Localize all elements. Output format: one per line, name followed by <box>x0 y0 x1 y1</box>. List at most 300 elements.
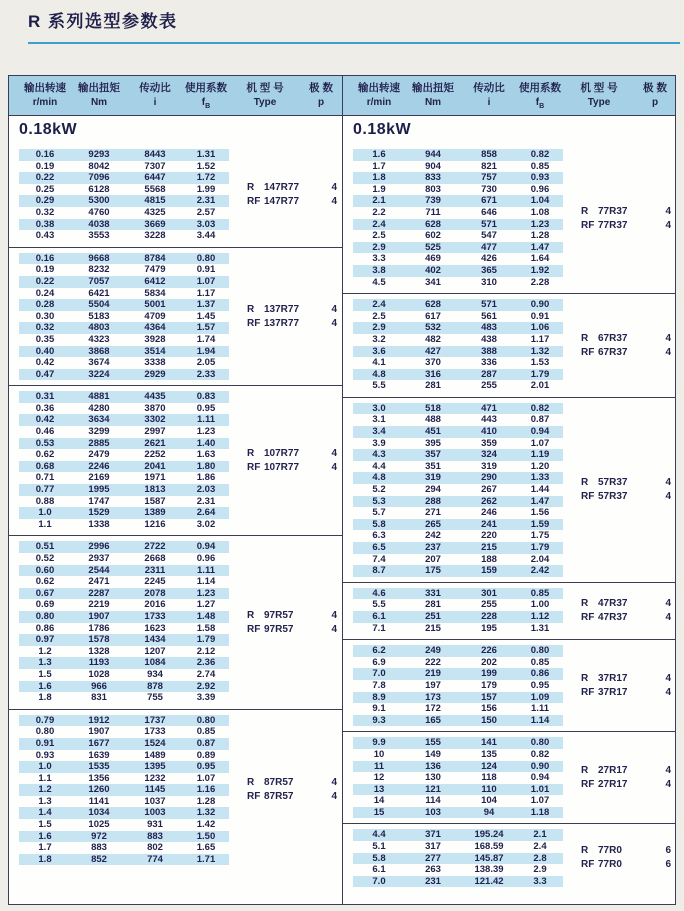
cell-speed: 9.3 <box>372 714 386 726</box>
table-row <box>353 322 563 334</box>
cell-ratio: 547 <box>481 230 497 242</box>
cell-fb: 2.8 <box>533 852 547 864</box>
type-model: 97R57 <box>264 609 294 621</box>
cell-torque: 4760 <box>88 206 110 218</box>
cell-fb: 0.87 <box>196 737 216 749</box>
cell-torque: 1193 <box>88 657 110 669</box>
data-rows <box>19 715 229 866</box>
cell-speed: 3.1 <box>372 414 386 426</box>
cell-torque: 3674 <box>88 357 110 369</box>
cell-speed: 5.5 <box>372 380 386 392</box>
table-row <box>19 565 229 577</box>
cell-ratio: 646 <box>481 206 497 218</box>
table-row <box>19 449 229 461</box>
type-prefix: RF <box>247 791 261 803</box>
cell-ratio: 202 <box>481 656 497 668</box>
data-rows <box>353 299 563 392</box>
cell-ratio: 802 <box>147 842 163 854</box>
type-poles: 4 <box>331 182 337 194</box>
type-model: 107R77 <box>264 461 300 473</box>
cell-ratio: 228 <box>481 610 497 622</box>
cell-speed: 0.16 <box>35 252 55 264</box>
cell-torque: 5504 <box>88 299 110 311</box>
table-row <box>19 681 229 693</box>
cell-speed: 0.32 <box>35 322 55 334</box>
cell-ratio: 8784 <box>144 252 166 264</box>
table-row <box>19 634 229 646</box>
table-row <box>353 645 563 657</box>
table-row <box>353 172 563 184</box>
table-row <box>19 195 229 207</box>
type-model: 137R77 <box>264 317 300 329</box>
cell-torque: 518 <box>425 402 441 414</box>
type-model: 57R37 <box>598 490 628 502</box>
cell-torque: 136 <box>425 760 441 772</box>
cell-speed: 0.28 <box>35 299 55 311</box>
cell-speed: 13 <box>373 783 385 795</box>
header-unit: Type <box>253 97 277 108</box>
cell-torque: 1639 <box>88 749 110 761</box>
cell-fb: 2.05 <box>196 357 216 369</box>
cell-ratio: 287 <box>481 368 497 380</box>
cell-fb: 1.31 <box>196 149 216 160</box>
left-header <box>9 76 342 116</box>
cell-ratio: 8443 <box>144 149 166 160</box>
cell-torque: 4038 <box>88 218 110 230</box>
table-row <box>353 749 563 761</box>
cell-ratio: 571 <box>481 299 497 311</box>
table-left-column <box>9 76 342 904</box>
cell-speed: 15 <box>373 806 385 818</box>
cell-ratio: 4815 <box>144 195 166 207</box>
cell-fb: 2.04 <box>530 553 550 565</box>
cell-torque: 9668 <box>88 252 110 264</box>
type-prefix: RF <box>247 196 261 208</box>
header-unit: p <box>317 97 325 108</box>
cell-ratio: 226 <box>481 645 497 657</box>
cell-torque: 628 <box>425 218 441 230</box>
cell-speed: 1.5 <box>38 819 52 831</box>
cell-speed: 0.31 <box>35 391 55 403</box>
gear-block <box>343 639 675 731</box>
cell-ratio: 94 <box>483 806 495 818</box>
cell-fb: 1.01 <box>530 783 550 795</box>
cell-fb: 2.9 <box>533 864 547 876</box>
type-designation <box>581 205 671 233</box>
cell-speed: 2.5 <box>372 310 386 322</box>
cell-ratio: 4325 <box>144 206 166 218</box>
cell-fb: 0.89 <box>196 749 216 761</box>
table-row <box>19 576 229 588</box>
cell-fb: 1.07 <box>196 772 216 784</box>
cell-speed: 0.62 <box>35 576 55 588</box>
cell-fb: 1.28 <box>530 230 550 242</box>
table-row <box>353 346 563 358</box>
cell-ratio: 290 <box>481 472 497 484</box>
cell-speed: 1.3 <box>38 657 52 669</box>
cell-speed: 5.5 <box>372 599 386 611</box>
cell-fb: 2.31 <box>196 495 216 507</box>
power-rating-label: 0.18kW <box>353 121 412 138</box>
cell-ratio: 195.24 <box>474 829 504 841</box>
table-row <box>353 599 563 611</box>
cell-torque: 1907 <box>88 726 110 738</box>
table-row <box>353 772 563 784</box>
cell-ratio: 483 <box>481 322 497 334</box>
gear-block <box>343 144 675 293</box>
cell-fb: 3.39 <box>196 692 216 704</box>
cell-speed: 8.9 <box>372 691 386 703</box>
cell-ratio: 195 <box>481 622 497 634</box>
table-row <box>19 669 229 681</box>
header-label: 机 型 号 <box>580 82 618 94</box>
cell-speed: 1.9 <box>372 183 386 195</box>
cell-speed: 6.1 <box>372 610 386 622</box>
table-row <box>353 657 563 669</box>
cell-torque: 149 <box>425 748 441 760</box>
cell-ratio: 179 <box>481 679 497 691</box>
table-row <box>353 219 563 231</box>
header-unit: r/min <box>32 97 58 108</box>
type-line <box>581 611 671 625</box>
data-rows <box>19 149 229 242</box>
type-prefix: RF <box>247 461 261 473</box>
cell-ratio: 135 <box>481 748 497 760</box>
table-row <box>353 449 563 461</box>
type-prefix: R <box>247 447 255 459</box>
cell-fb: 1.79 <box>530 368 550 380</box>
cell-torque: 711 <box>425 206 441 218</box>
cell-torque: 1535 <box>88 761 110 773</box>
header-label: 使用系数 <box>519 82 561 94</box>
cell-torque: 427 <box>425 345 441 357</box>
cell-speed: 0.68 <box>35 460 55 472</box>
cell-ratio: 1813 <box>144 484 166 496</box>
cell-torque: 251 <box>425 610 441 622</box>
cell-ratio: 1389 <box>144 507 166 519</box>
header-unit: p <box>651 97 659 108</box>
cell-torque: 628 <box>425 299 441 311</box>
cell-torque: 3868 <box>88 345 110 357</box>
cell-torque: 972 <box>91 830 107 842</box>
cell-ratio: 3514 <box>144 345 166 357</box>
cell-fb: 1.19 <box>530 449 550 461</box>
cell-fb: 2.57 <box>196 206 216 218</box>
cell-ratio: 4709 <box>144 310 166 322</box>
table-row <box>353 277 563 289</box>
header-label: 传动比 <box>139 82 171 94</box>
table-row <box>19 646 229 658</box>
cell-fb: 3.44 <box>196 230 216 242</box>
type-designation <box>247 181 337 209</box>
type-poles: 4 <box>665 764 671 776</box>
cell-torque: 1995 <box>88 484 110 496</box>
cell-ratio: 755 <box>147 692 163 704</box>
cell-fb: 1.71 <box>196 853 216 865</box>
table-row <box>19 288 229 300</box>
cell-fb: 1.12 <box>530 610 550 622</box>
cell-torque: 2219 <box>88 599 110 611</box>
table-row <box>19 391 229 403</box>
table-row <box>19 461 229 473</box>
cell-ratio: 2668 <box>144 553 166 564</box>
cell-speed: 3.4 <box>372 426 386 438</box>
cell-fb: 2.64 <box>196 507 216 519</box>
cell-torque: 966 <box>91 680 107 692</box>
cell-torque: 395 <box>425 437 441 449</box>
table-row <box>353 876 563 888</box>
table-row <box>353 161 563 173</box>
cell-speed: 1.7 <box>372 160 386 172</box>
table-row <box>19 357 229 369</box>
cell-speed: 7.1 <box>372 622 386 634</box>
cell-fb: 0.85 <box>530 587 550 599</box>
cell-fb: 1.16 <box>196 784 216 796</box>
cell-torque: 2479 <box>88 449 110 461</box>
cell-speed: 7.0 <box>372 875 386 887</box>
cell-ratio: 5568 <box>144 183 166 195</box>
column-header <box>353 80 405 115</box>
table-row <box>19 472 229 484</box>
cell-fb: 0.90 <box>530 299 550 311</box>
table-row <box>353 403 563 415</box>
cell-ratio: 246 <box>481 507 497 519</box>
cell-ratio: 365 <box>481 264 497 276</box>
table-row <box>353 242 563 254</box>
cell-ratio: 141 <box>481 737 497 749</box>
cell-torque: 319 <box>425 472 441 484</box>
cell-fb: 1.79 <box>196 634 216 646</box>
cell-speed: 1.4 <box>38 807 52 819</box>
type-prefix: R <box>581 332 589 344</box>
table-row <box>353 253 563 265</box>
cell-speed: 0.79 <box>35 714 55 726</box>
cell-ratio: 301 <box>481 587 497 599</box>
cell-speed: 1.8 <box>38 692 52 704</box>
type-designation <box>247 609 337 637</box>
cell-ratio: 2722 <box>144 541 166 553</box>
cell-torque: 4280 <box>88 402 110 414</box>
cell-fb: 0.82 <box>530 402 550 414</box>
cell-fb: 0.85 <box>530 656 550 668</box>
cell-speed: 1.1 <box>38 772 52 784</box>
cell-speed: 0.80 <box>35 610 55 622</box>
cell-fb: 1.23 <box>196 426 216 438</box>
cell-fb: 0.95 <box>196 402 216 414</box>
cell-ratio: 1733 <box>144 610 166 622</box>
cell-speed: 5.7 <box>372 507 386 519</box>
type-line <box>581 844 671 858</box>
table-row <box>353 230 563 242</box>
type-line <box>581 778 671 792</box>
cell-fb: 1.99 <box>196 183 216 195</box>
cell-ratio: 1524 <box>144 737 166 749</box>
table-row <box>353 414 563 426</box>
header-unit: Nm <box>424 97 442 108</box>
cell-torque: 265 <box>425 518 441 530</box>
cell-fb: 1.11 <box>531 703 549 715</box>
cell-speed: 9.9 <box>372 737 386 749</box>
cell-ratio: 3338 <box>144 357 166 369</box>
cell-ratio: 2016 <box>144 599 166 611</box>
cell-speed: 0.30 <box>35 310 55 322</box>
cell-fb: 1.11 <box>197 414 215 426</box>
cell-ratio: 2311 <box>144 564 166 576</box>
cell-speed: 1.7 <box>38 842 52 854</box>
cell-torque: 2885 <box>88 437 110 449</box>
cell-ratio: 1623 <box>144 622 166 634</box>
cell-speed: 0.97 <box>35 634 55 646</box>
cell-speed: 6.2 <box>372 645 386 657</box>
table-row <box>353 853 563 865</box>
cell-fb: 0.83 <box>196 391 216 403</box>
type-poles: 4 <box>331 791 337 803</box>
type-model: 47R37 <box>598 597 628 609</box>
table-row <box>19 726 229 738</box>
cell-speed: 2.4 <box>372 299 386 311</box>
cell-ratio: 336 <box>481 357 497 369</box>
cell-fb: 1.58 <box>196 622 216 634</box>
cell-torque: 114 <box>425 795 441 807</box>
cell-fb: 1.33 <box>530 472 550 484</box>
cell-fb: 1.23 <box>530 218 550 230</box>
cell-fb: 1.18 <box>530 806 550 818</box>
title-underline <box>28 42 680 44</box>
table-row <box>353 195 563 207</box>
type-poles: 6 <box>665 859 671 871</box>
cell-fb: 1.32 <box>196 807 216 819</box>
cell-torque: 833 <box>425 172 441 184</box>
header-unit: $f_B$ <box>535 97 545 110</box>
cell-fb: 1.37 <box>196 299 216 311</box>
cell-torque: 1260 <box>88 784 110 796</box>
cell-fb: 1.04 <box>530 195 550 207</box>
cell-fb: 2.36 <box>196 657 216 669</box>
cell-ratio: 2078 <box>144 587 166 599</box>
cell-torque: 2937 <box>88 553 110 564</box>
cell-ratio: 1395 <box>144 761 166 773</box>
type-model: 67R37 <box>598 346 628 358</box>
cell-speed: 2.9 <box>372 241 386 253</box>
type-prefix: R <box>581 764 589 776</box>
cell-fb: 1.80 <box>196 460 216 472</box>
cell-fb: 1.47 <box>530 241 550 253</box>
cell-ratio: 3669 <box>144 218 166 230</box>
cell-fb: 1.63 <box>196 449 216 461</box>
cell-speed: 1.0 <box>38 507 52 519</box>
cell-ratio: 931 <box>147 819 163 831</box>
cell-speed: 0.19 <box>35 160 55 172</box>
cell-fb: 1.74 <box>196 333 216 345</box>
cell-speed: 0.36 <box>35 402 55 414</box>
cell-ratio: 2041 <box>144 460 166 472</box>
cell-ratio: 1216 <box>144 518 166 530</box>
cell-speed: 0.40 <box>35 345 55 357</box>
table-row <box>353 265 563 277</box>
cell-torque: 175 <box>425 565 441 577</box>
header-unit: Nm <box>90 97 108 108</box>
table-row <box>19 253 229 265</box>
cell-ratio: 1737 <box>144 714 166 726</box>
cell-fb: 0.95 <box>196 761 216 773</box>
cell-torque: 2246 <box>88 460 110 472</box>
type-poles: 4 <box>665 672 671 684</box>
type-line <box>247 447 337 461</box>
cell-fb: 1.07 <box>530 437 550 449</box>
cell-ratio: 1003 <box>144 807 166 819</box>
cell-speed: 6.1 <box>372 864 386 876</box>
cell-ratio: 438 <box>481 333 497 345</box>
cell-torque: 1141 <box>88 795 110 807</box>
cell-speed: 3.0 <box>372 402 386 414</box>
cell-fb: 1.48 <box>196 610 216 622</box>
cell-fb: 0.80 <box>530 645 550 657</box>
type-line <box>247 195 337 209</box>
cell-torque: 249 <box>425 645 441 657</box>
table-row <box>353 519 563 531</box>
type-designation <box>581 844 671 872</box>
cell-ratio: 121.42 <box>474 875 504 887</box>
cell-ratio: 1489 <box>144 749 166 761</box>
cell-torque: 3553 <box>88 230 110 242</box>
cell-speed: 3.2 <box>372 333 386 345</box>
cell-torque: 6421 <box>88 287 110 299</box>
gear-block <box>343 397 675 582</box>
cell-fb: 1.23 <box>196 587 216 599</box>
header-label: 极 数 <box>643 82 667 94</box>
cell-fb: 1.14 <box>196 576 216 588</box>
cell-torque: 8042 <box>88 160 110 172</box>
data-rows <box>19 253 229 381</box>
type-designation <box>581 332 671 360</box>
cell-speed: 6.9 <box>372 656 386 668</box>
cell-fb: 2.28 <box>530 276 550 288</box>
type-prefix: RF <box>581 611 595 623</box>
type-model: 147R77 <box>264 196 300 208</box>
type-prefix: RF <box>581 778 595 790</box>
cell-speed: 4.8 <box>372 368 386 380</box>
table-row <box>353 380 563 392</box>
cell-ratio: 2252 <box>144 449 166 461</box>
cell-torque: 281 <box>425 380 441 392</box>
cell-fb: 1.14 <box>530 714 550 726</box>
cell-torque: 4323 <box>88 333 110 345</box>
cell-torque: 370 <box>425 357 441 369</box>
type-line <box>581 686 671 700</box>
type-designation <box>247 776 337 804</box>
cell-ratio: 3228 <box>144 230 166 242</box>
cell-ratio: 255 <box>481 599 497 611</box>
cell-speed: 6.3 <box>372 530 386 542</box>
cell-ratio: 1145 <box>144 784 166 796</box>
type-prefix: R <box>247 303 255 315</box>
gear-block <box>9 709 342 871</box>
cell-speed: 1.3 <box>38 795 52 807</box>
table-row <box>19 553 229 565</box>
table-row <box>353 207 563 219</box>
table-row <box>19 219 229 231</box>
type-model: 37R17 <box>598 686 628 698</box>
cell-speed: 0.32 <box>35 206 55 218</box>
cell-torque: 294 <box>425 484 441 496</box>
cell-speed: 4.4 <box>372 829 386 841</box>
type-prefix: RF <box>247 623 261 635</box>
cell-ratio: 730 <box>481 183 497 195</box>
cell-ratio: 1037 <box>144 795 166 807</box>
cell-ratio: 168.59 <box>474 841 504 853</box>
type-prefix: RF <box>581 490 595 502</box>
cell-fb: 2.03 <box>196 484 216 496</box>
